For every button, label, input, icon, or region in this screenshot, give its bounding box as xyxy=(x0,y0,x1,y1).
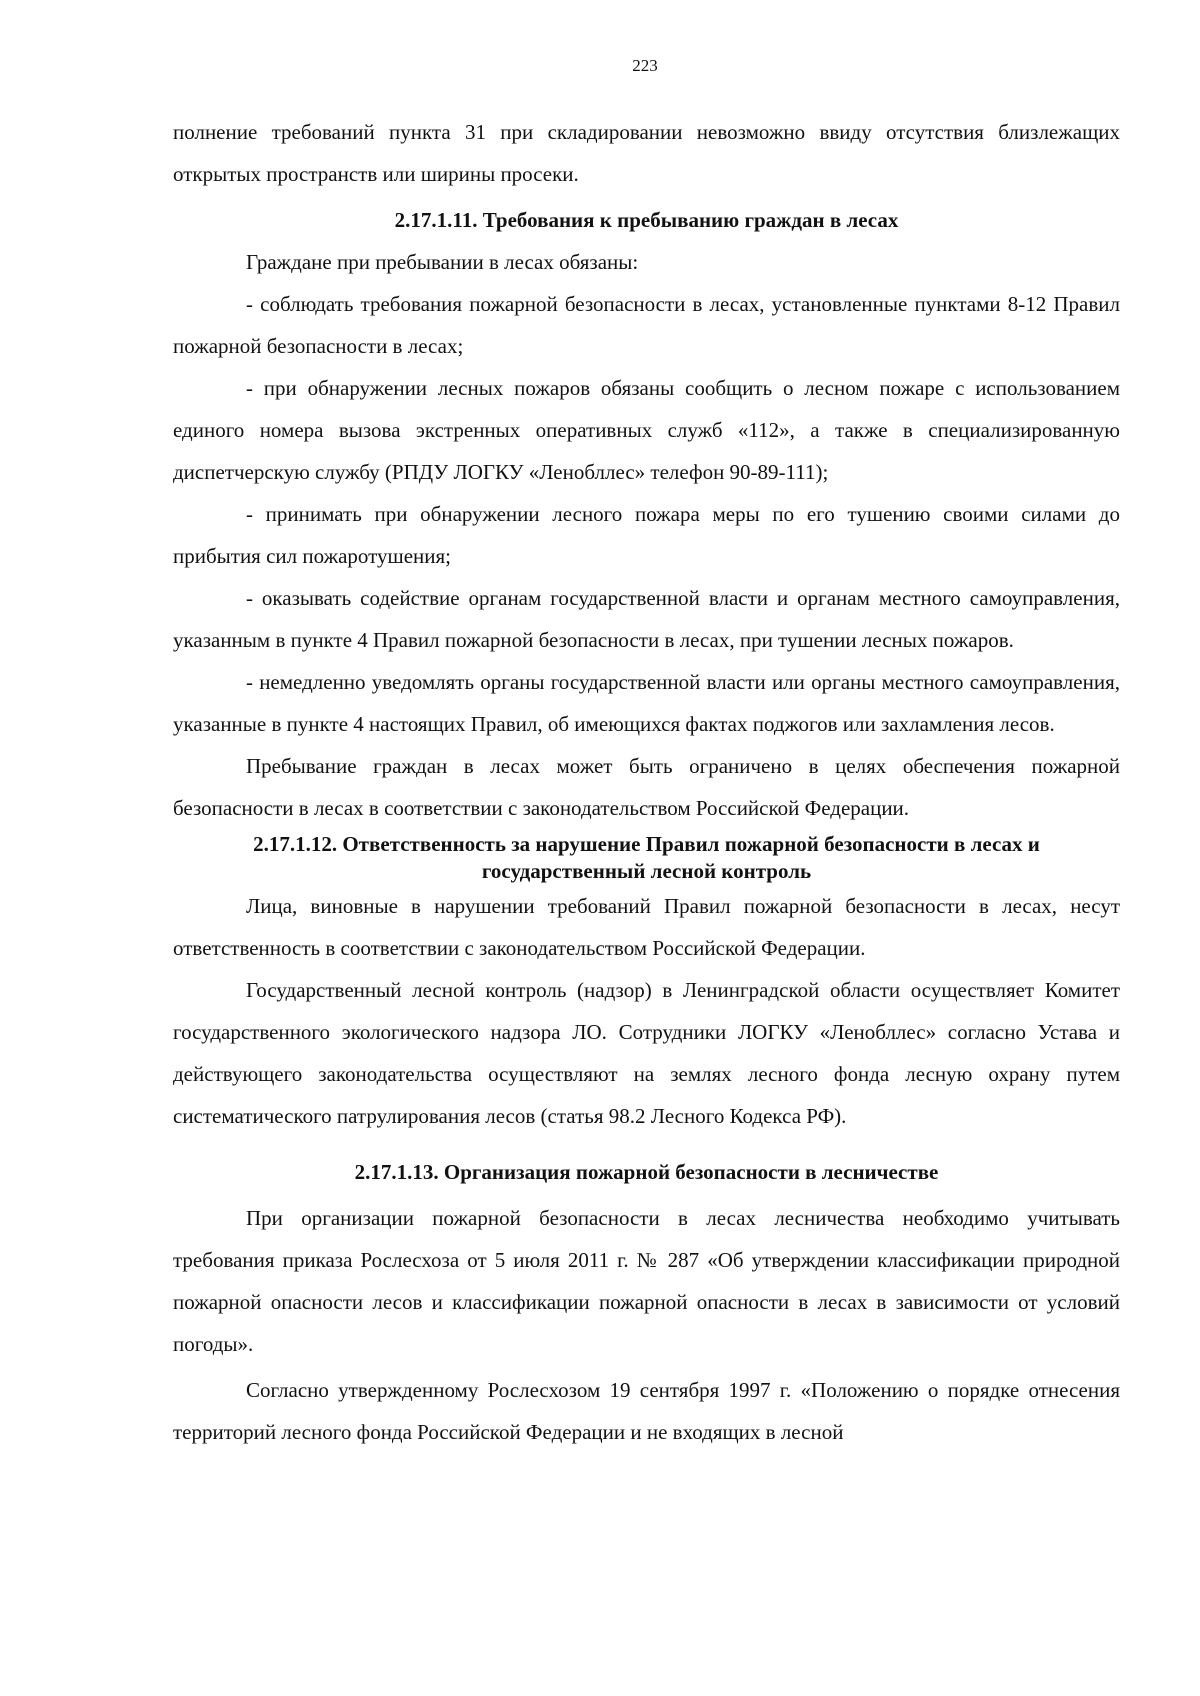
list-item: - при обнаружении лесных пожаров обязаны сообщить о лесном пожаре с использованием единого номера вызова экстренных оперативных служб «112», а также в специализированную диспетчерскую службу (РПДУ ЛОГКУ «Ленобллес» телефон 90-89-111); xyxy=(173,376,1120,484)
paragraph: Согласно утвержденному Рослесхозом 19 сентября 1997 г. «Положению о порядке отнесения территорий лесного фонда Российской Федерации и не входящих в лесной xyxy=(173,1378,1120,1444)
paragraph: Граждане при пребывании в лесах обязаны: xyxy=(246,250,639,274)
list-item: - принимать при обнаружении лесного пожара меры по его тушению своими силами до прибытия сил пожаротушения; xyxy=(173,502,1120,568)
paragraph: Пребывание граждан в лесах может быть ограничено в целях обеспечения пожарной безопасности в лесах в соответствии с законодательством Российской Федерации. xyxy=(173,754,1120,820)
list-item: - соблюдать требования пожарной безопасности в лесах, установленные пунктами 8-12 Правил пожарной безопасности в лесах; xyxy=(173,292,1120,358)
section-heading-2-17-1-11: 2.17.1.11. Требования к пребыванию граждан в лесах xyxy=(394,208,899,232)
paragraph: Лица, виновные в нарушении требований Правил пожарной безопасности в лесах, несут ответственность в соответствии с законодательством Российской Федерации. xyxy=(173,894,1120,960)
page-number: 223 xyxy=(632,56,658,75)
list-item: - оказывать содействие органам государственной власти и органам местного самоуправления, указанным в пункте 4 Правил пожарной безопасности в лесах, при тушении лесных пожаров. xyxy=(173,586,1120,652)
paragraph: Государственный лесной контроль (надзор) в Ленинградской области осуществляет Комитет государственного экологического надзора ЛО. Сотрудники ЛОГКУ «Ленобллес» согласно Устава и действующего законодательства осуществляют на землях лесного фонда лесную охрану путем систематического патрулирования лесов (статья 98.2 Лесного Кодекса РФ). xyxy=(173,978,1120,1128)
section-heading-2-17-1-13: 2.17.1.13. Организация пожарной безопасности в лесничестве xyxy=(354,1160,939,1184)
list-item: - немедленно уведомлять органы государственной власти или органы местного самоуправления, указанные в пункте 4 настоящих Правил, об имеющихся фактах поджогов или захламления лесов. xyxy=(173,670,1120,736)
page-body xyxy=(173,111,1120,1453)
section-heading-2-17-1-12: 2.17.1.12. Ответственность за нарушение Правил пожарной безопасности в лесах и государственный лесной контроль xyxy=(253,832,1040,883)
paragraph-continuation: полнение требований пункта 31 при складировании невозможно ввиду отсутствия близлежащих открытых пространств или ширины просеки. xyxy=(173,120,1120,186)
paragraph: При организации пожарной безопасности в лесах лесничества необходимо учитывать требования приказа Рослесхоза от 5 июля 2011 г. № 287 «Об утверждении классификации природной пожарной опасности лесов и классификации пожарной опасности в лесах в зависимости от условий погоды». xyxy=(173,1206,1120,1356)
